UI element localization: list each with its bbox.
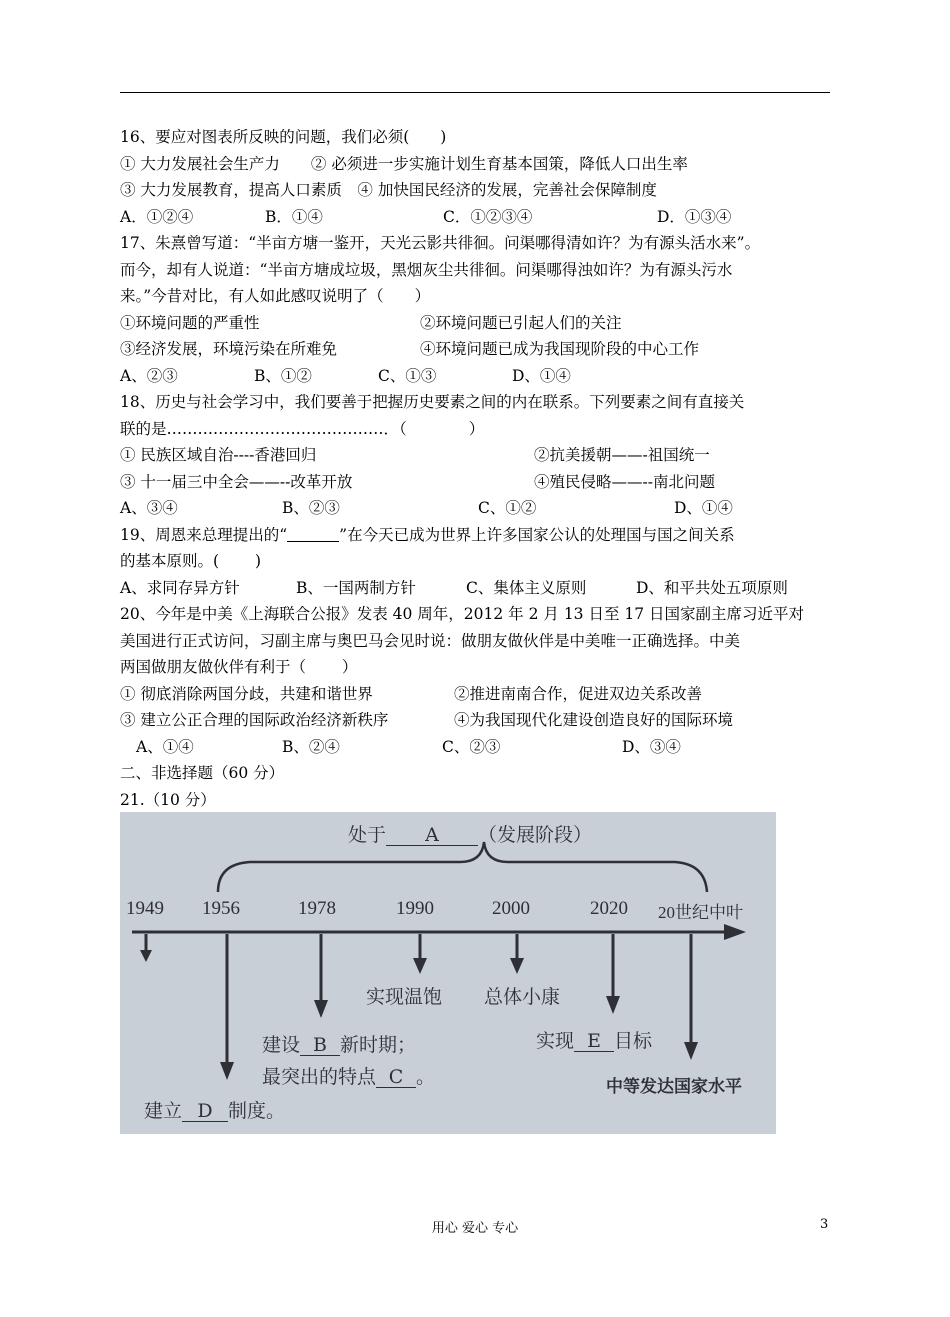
q17-choice-d: D、①④: [512, 366, 571, 385]
year-1949: 1949: [126, 898, 164, 919]
q18-choice-b: B、②③: [282, 499, 340, 517]
q20-option3: ③ 建立公正合理的国际政治经济新秩序: [120, 711, 389, 729]
q16-choice-c: C．①②③④: [443, 207, 533, 226]
year-mid-century: 20世纪中叶: [658, 903, 743, 922]
header-rule: [120, 92, 830, 93]
blank-d: D: [182, 1102, 228, 1122]
section-2-title: 二、非选择题（60 分）: [120, 764, 285, 782]
q17-choice-a: A、②③: [120, 366, 178, 385]
q16-options-line1: ① 大力发展社会生产力 ② 必须进一步实施计划生育基本国策，降低人口出生率: [120, 154, 688, 173]
arrow-1978: [314, 1000, 328, 1018]
shixian-post: 目标: [614, 1030, 653, 1052]
arrow-mid-century: [684, 1042, 698, 1060]
shixian-label: [536, 1026, 652, 1053]
question-content: [120, 124, 832, 813]
time-axis-arrowhead: [724, 924, 746, 940]
q18-options-row2: [120, 469, 832, 496]
stage-label: [348, 820, 592, 847]
year-1978: 1978: [298, 898, 336, 919]
stage-label-post: （发展阶段）: [478, 824, 593, 846]
q20-choice-a: A、①④: [136, 737, 194, 756]
q20-option1: ① 彻底消除两国分歧，共建和谐世界: [120, 684, 373, 703]
q18-option1: ① 民族区域自治----香港回归: [120, 446, 317, 464]
year-2000: 2000: [492, 898, 530, 919]
q19-choice-d: D、和平共处五项原则: [636, 578, 788, 597]
jianli-pre: 建立: [144, 1100, 183, 1122]
zhongdeng-label: 中等发达国家水平: [606, 1077, 742, 1097]
tedian-pre: 最突出的特点: [262, 1066, 377, 1088]
year-2020: 2020: [590, 898, 628, 919]
arrow-1990: [413, 958, 427, 974]
q21-stem: 21.（10 分）: [120, 790, 216, 809]
q18-option2: ②抗美援朝——-祖国统一: [534, 446, 710, 464]
year-1990: 1990: [396, 898, 434, 919]
q18-choice-c: C、①②: [478, 499, 537, 517]
q19-line1: [120, 522, 832, 549]
jianli-post: 制度。: [228, 1100, 286, 1122]
q17-line3: 来。”今昔对比，有人如此感叹说明了（ ）: [120, 287, 431, 305]
arrow-1949: [140, 950, 152, 962]
q18-choice-a: A、③④: [120, 499, 178, 517]
q19-line1-pre: 19、周恩来总理提出的“: [120, 525, 288, 544]
q18-line2: 联的是……………………………………．（ ）: [120, 419, 485, 438]
q17-option4: ④环境问题已成为我国现阶段的中心工作: [420, 340, 700, 358]
stage-label-pre: 处于: [348, 824, 387, 846]
q16-choice-d: D．①③④: [657, 207, 732, 226]
q19-choices: [120, 575, 832, 602]
q16-choice-b: B．①④: [265, 207, 323, 226]
q16-stem: 16、要应对图表所反映的问题，我们必须( ): [120, 128, 447, 146]
jianshe-label: [262, 1030, 416, 1057]
jianshe-pre: 建设: [262, 1034, 301, 1056]
q18-choices: [120, 495, 832, 522]
q20-choice-d: D、③④: [622, 737, 681, 756]
arrow-2000: [510, 958, 524, 974]
q17-choice-b: B、①②: [254, 366, 312, 385]
tedian-label: [262, 1062, 435, 1089]
q20-option2: ②推进南南合作，促进双边关系改善: [454, 684, 703, 703]
q19-blank: [287, 525, 339, 542]
tedian-post: 。: [416, 1066, 436, 1088]
q18-option3: ③ 十一届三中全会——--改革开放: [120, 472, 353, 491]
xiaokang-label: 总体小康: [484, 986, 561, 1008]
q16-choices: [120, 204, 832, 231]
wenbao-label: 实现温饱: [366, 986, 443, 1008]
q18-line1: 18、历史与社会学习中，我们要善于把握历史要素之间的内在联系。下列要素之间有直接关: [120, 393, 745, 411]
q20-choice-b: B、②④: [282, 737, 340, 756]
q19-line2: 的基本原则。( ): [120, 552, 262, 570]
q19-choice-a: A、求同存异方针: [120, 578, 240, 597]
q17-choice-c: C、①③: [378, 366, 437, 385]
q17-choices: [120, 363, 832, 390]
q17-option2: ②环境问题已引起人们的关注: [420, 313, 622, 332]
q20-choice-c: C、②③: [442, 737, 501, 756]
jianli-label: [144, 1096, 285, 1123]
q17-options-row1: [120, 310, 832, 337]
q17-options-row2: [120, 336, 832, 363]
page-number: 3: [820, 1217, 829, 1232]
q18-options-row1: [120, 442, 832, 469]
q20-options-row1: [120, 681, 832, 708]
q17-option3: ③经济发展，环境污染在所难免: [120, 340, 338, 358]
blank-b: B: [300, 1036, 340, 1056]
arrow-2020: [606, 996, 620, 1014]
shixian-pre: 实现: [536, 1030, 575, 1052]
q17-line2: 而今，却有人说道：“半亩方塘成垃圾，黑烟灰尘共徘徊。问渠哪得浊如许？为有源头污水: [120, 260, 733, 279]
q19-line1-post: ”在今天已成为世界上许多国家公认的处理国与国之间关系: [339, 525, 735, 544]
q19-choice-c: C、集体主义原则: [466, 578, 587, 597]
q18-option4: ④殖民侵略——--南北问题: [534, 472, 715, 491]
arrow-1956: [220, 1062, 234, 1080]
blank-c: C: [376, 1068, 416, 1088]
q21-timeline-figure: [120, 812, 776, 1134]
q20-options-row2: [120, 707, 832, 734]
q16-options-line2: ③ 大力发展教育，提高人口素质 ④ 加快国民经济的发展，完善社会保障制度: [120, 181, 657, 199]
q18-choice-d: D、①④: [674, 499, 733, 517]
q16-choice-a: A．①②④: [120, 207, 194, 226]
q17-line1: 17、朱熹曾写道：“半亩方塘一鉴开，天光云影共徘徊。问渠哪得清如许？为有源头活水来”。: [120, 234, 761, 252]
jianshe-post: 新时期；: [340, 1034, 417, 1056]
q19-choice-b: B、一国两制方针: [296, 578, 416, 597]
q20-line1: 20、今年是中美《上海联合公报》发表 40 周年，2012 年 2 月 13 日至 17 日国家副主席习近平对: [120, 605, 805, 623]
q20-option4: ④为我国现代化建设创造良好的国际环境: [454, 711, 734, 729]
footer-motto: 用心 爱心 专心: [431, 1221, 519, 1236]
stage-brace: [218, 842, 707, 892]
blank-e: E: [574, 1032, 614, 1052]
q20-line2: 美国进行正式访问，习副主席与奥巴马会见时说：做朋友做伙伴是中美唯一正确选择。中美: [120, 631, 741, 650]
q20-choices: [120, 734, 832, 761]
blank-a: A: [386, 826, 478, 846]
q20-line3: 两国做朋友做伙伴有利于（ ）: [120, 658, 358, 676]
q17-option1: ①环境问题的严重性: [120, 313, 260, 332]
year-1956: 1956: [202, 898, 240, 919]
